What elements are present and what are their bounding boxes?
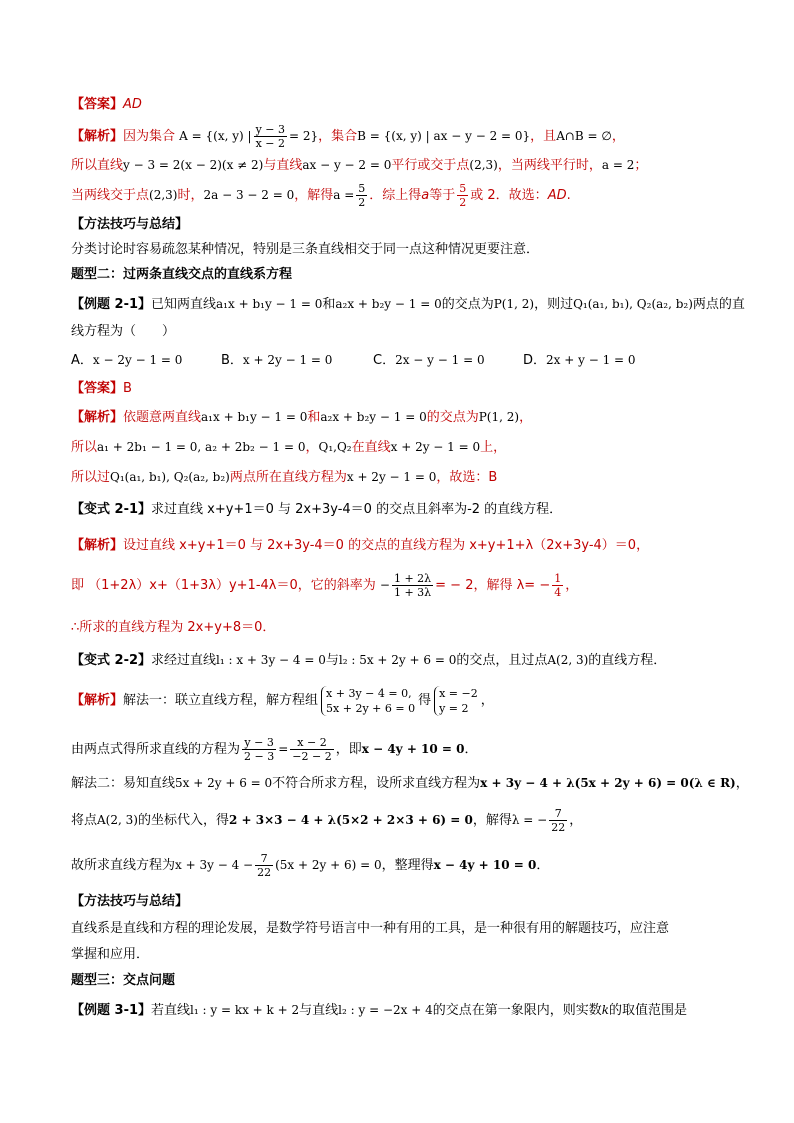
example-label: 【例题 2-1】	[71, 297, 152, 312]
text: 时，	[177, 188, 204, 203]
answer-value: B	[123, 381, 132, 396]
text: 即 （1+2λ）x+（1+3λ）y+1-4λ＝0，它的斜率为	[71, 578, 376, 593]
variant-label: 【变式 2-1】	[71, 502, 152, 517]
text: 故所求直线方程为	[71, 858, 176, 873]
math: x + 3y − 4 + λ(5x + 2y + 6) = 0(λ ∈ R)	[480, 776, 736, 790]
fraction: $\frac{y - 3}{2 - 3}$	[244, 736, 275, 763]
math: λ = −	[511, 813, 548, 827]
text: ，解得	[472, 813, 512, 828]
analysis-4-line-2	[71, 734, 754, 765]
math: x + 2y − 1 = 0	[346, 470, 437, 484]
fraction: $\frac{1}{4}$	[554, 572, 562, 599]
method-title-2: 【方法技巧与总结】	[71, 894, 189, 909]
text: 由两点式得所求直线的方程为	[71, 742, 241, 757]
text: ；	[634, 158, 648, 173]
analysis-2-line-2	[71, 437, 754, 458]
math: y − 3 = 2(x − 2)(x ≠ 2)	[123, 158, 264, 172]
example-3-1	[71, 1000, 754, 1021]
text: 和	[307, 410, 321, 425]
text: 两点所在直线方程为	[229, 470, 347, 485]
analysis-4-line-1	[71, 682, 754, 720]
text: 两点的直	[692, 297, 745, 312]
math: = 2}	[289, 129, 319, 143]
text: 当两线交于点	[71, 188, 150, 203]
answer-value: AD	[123, 97, 142, 112]
example-2-1-line-1	[71, 294, 754, 315]
text: ，整理得	[381, 858, 434, 873]
math: ax − y − 2 = 0	[302, 158, 392, 172]
text: 已知两直线	[151, 297, 217, 312]
text: 依题意两直线	[123, 410, 202, 425]
analysis-4-line-5	[71, 850, 754, 881]
text: 与	[325, 653, 339, 668]
math: a₁x + b₁y − 1 = 0	[216, 297, 323, 311]
text: ，	[611, 129, 625, 144]
math: A(2, 3)	[97, 813, 138, 827]
variant-2-2	[71, 650, 754, 671]
text: 若直线	[151, 1003, 191, 1018]
math: a₁ + 2b₁ − 1 = 0, a₂ + 2b₂ − 1 = 0	[97, 440, 306, 454]
math: =	[278, 742, 289, 756]
text: 设过直线 x+y+1＝0 与 2x+3y-4＝0 的交点的直线方程为 x+y+1+λ（2x+3y-4）＝0，	[123, 538, 650, 553]
text: 和	[322, 297, 336, 312]
math: A(2, 3)	[547, 653, 589, 667]
answer-line-1	[71, 95, 754, 115]
text: 的交点为	[441, 297, 494, 312]
analysis-label: 【解析】	[71, 538, 124, 553]
text: ，解得	[294, 188, 334, 203]
math: x + 3y − 4 −	[175, 858, 254, 872]
text: 所以	[71, 440, 98, 455]
text: 的交点为	[426, 410, 479, 425]
text: 解法二：易知直线	[71, 776, 176, 791]
analysis-3-line-2	[71, 570, 754, 601]
math: a₂x + b₂y − 1 = 0	[335, 297, 442, 311]
option-c[interactable]: C．2x − y − 1 = 0	[373, 353, 485, 368]
text: 与直线	[263, 158, 303, 173]
fraction: $\frac{5}{2}$	[358, 182, 366, 209]
math-set-b: B = {(x, y) | ax − y − 2 = 0}	[357, 129, 531, 143]
math: 2 + 3×3 − 4 + λ(5×2 + 2×3 + 6) = 0	[228, 813, 473, 827]
fraction: $\frac{7}{22}$	[257, 852, 272, 879]
method-title-1: 【方法技巧与总结】	[71, 217, 189, 232]
text: = − 2，解得 λ= −	[435, 578, 551, 593]
math: a	[421, 188, 430, 203]
math: l₁ : y = kx + k + 2	[190, 1003, 300, 1017]
text: ，集合	[318, 129, 358, 144]
text: 解法一：联立直线方程，解方程组	[123, 693, 319, 708]
text: 得	[418, 693, 432, 708]
text: .	[566, 188, 571, 203]
text: 或 2．故选：	[470, 188, 548, 203]
answer-label: 【答案】	[71, 381, 124, 396]
text: 的交点在第一象限内，则实数	[432, 1003, 602, 1018]
analysis-4-line-3	[71, 773, 754, 794]
section-title-2: 题型二：过两条直线交点的直线系方程	[71, 267, 293, 282]
text: 的直线方程．	[588, 653, 667, 668]
analysis-4-line-4	[71, 805, 754, 836]
math: 2a − 3 − 2 = 0	[203, 188, 295, 202]
equation-system: x + 3y − 4 = 0, 5x + 2y + 6 = 0	[321, 686, 415, 716]
math: a₂x + b₂y − 1 = 0	[320, 410, 427, 424]
text: ．综上得	[369, 188, 422, 203]
math: −	[379, 578, 390, 592]
math: x − 4y + 10 = 0	[361, 742, 465, 756]
text: ，	[519, 410, 533, 425]
math: 5x + 2y + 6 = 0	[175, 776, 273, 790]
text: 与直线	[299, 1003, 339, 1018]
option-a[interactable]: A．x − 2y − 1 = 0	[71, 353, 183, 368]
math: P(1, 2)	[493, 297, 535, 311]
math: k	[601, 1003, 610, 1017]
text: 将点	[71, 813, 98, 828]
math: x + 2y − 1 = 0	[390, 440, 481, 454]
text: 因为集合	[123, 129, 176, 144]
text: 所以直线	[71, 158, 124, 173]
math: Q₁(a₁, b₁), Q₂(a₂, b₂)	[110, 470, 230, 484]
text: 上，	[480, 440, 507, 455]
text: 的取值范围是	[609, 1003, 688, 1018]
math: Q₁,Q₂	[318, 440, 352, 454]
math: (2,3)	[149, 188, 178, 202]
method-text-2-line-2: 掌握和应用．	[71, 947, 150, 962]
analysis-label: 【解析】	[71, 693, 124, 708]
fraction: $\frac{7}{22}$	[551, 807, 566, 834]
analysis-line-2	[71, 155, 754, 176]
text: ．	[536, 858, 550, 873]
math-set-a: A = {(x, y) |	[179, 129, 252, 143]
text: ，故选：B	[436, 470, 498, 485]
analysis-2-line-3	[71, 467, 754, 488]
text: 的坐标代入，得	[137, 813, 229, 828]
analysis-line-3	[71, 180, 754, 211]
text: 等于	[429, 188, 456, 203]
math: l₂ : 5x + 2y + 6 = 0	[338, 653, 457, 667]
text: 平行或交于点	[391, 158, 470, 173]
fraction: $\frac{5}{2}$	[459, 182, 467, 209]
fraction: $\frac{1 + 2\lambda}{1 + 3\lambda}$	[393, 572, 432, 599]
method-text-1: 分类讨论时容易疏忽某种情况，特别是三条直线相交于同一点这种情况更要注意．	[71, 242, 540, 257]
text: ，当两线平行时，	[497, 158, 602, 173]
text: ，	[480, 693, 494, 708]
option-d[interactable]: D．2x + y − 1 = 0	[523, 353, 636, 368]
equation-system: x = −2 y = 2	[434, 686, 478, 716]
text: AD	[547, 188, 567, 203]
math: l₁ : x + 3y − 4 = 0	[216, 653, 326, 667]
option-b[interactable]: B．x + 2y − 1 = 0	[221, 353, 333, 368]
math: x − 4y + 10 = 0	[433, 858, 537, 872]
math: P(1, 2)	[478, 410, 520, 424]
text: ，	[305, 440, 319, 455]
analysis-3-line-1	[71, 536, 754, 556]
analysis-label: 【解析】	[71, 129, 124, 144]
variant-2-1	[71, 500, 754, 520]
math: a = 2	[601, 158, 635, 172]
variant-label: 【变式 2-2】	[71, 653, 152, 668]
text: 在直线	[351, 440, 391, 455]
example-2-1-line-2: 线方程为（ ）	[71, 324, 176, 339]
text: 所以过	[71, 470, 111, 485]
analysis-line-1	[71, 121, 754, 152]
analysis-label: 【解析】	[71, 410, 124, 425]
math: A∩B = ∅	[556, 129, 612, 143]
answer-line-2	[71, 379, 754, 399]
text: ，	[565, 578, 579, 593]
text: ，则过	[534, 297, 574, 312]
text: 不符合所求方程，设所求直线方程为	[272, 776, 481, 791]
math: (5x + 2y + 6) = 0	[275, 858, 382, 872]
section-title-3: 题型三：交点问题	[71, 973, 176, 988]
math: (2,3)	[469, 158, 498, 172]
analysis-2-line-1	[71, 407, 754, 428]
example-label: 【例题 3-1】	[71, 1003, 152, 1018]
text: 求经过直线	[151, 653, 217, 668]
text: ，且	[530, 129, 557, 144]
text: ，	[569, 813, 583, 828]
text: ，即	[335, 742, 362, 757]
text: ，	[735, 776, 749, 791]
text: 的交点，且过点	[456, 653, 548, 668]
fraction: $\frac{x - 2}{-2 - 2}$	[292, 736, 332, 763]
analysis-3-line-3: ∴所求的直线方程为 2x+y+8＝0．	[71, 620, 276, 635]
math: a =	[333, 188, 355, 202]
method-text-2-line-1: 直线系是直线和方程的理论发展，是数学符号语言中一种有用的工具，是一种很有用的解题技巧，应注意	[71, 921, 670, 936]
text: 求过直线 x+y+1＝0 与 2x+3y-4＝0 的交点且斜率为-2 的直线方程．	[151, 502, 563, 517]
text: ．	[464, 742, 478, 757]
fraction: $\frac{y - 3}{x - 2}$	[255, 123, 285, 150]
math: a₁x + b₁y − 1 = 0	[201, 410, 308, 424]
math: Q₁(a₁, b₁), Q₂(a₂, b₂)	[573, 297, 693, 311]
math: l₂ : y = −2x + 4	[338, 1003, 433, 1017]
answer-label: 【答案】	[71, 97, 124, 112]
